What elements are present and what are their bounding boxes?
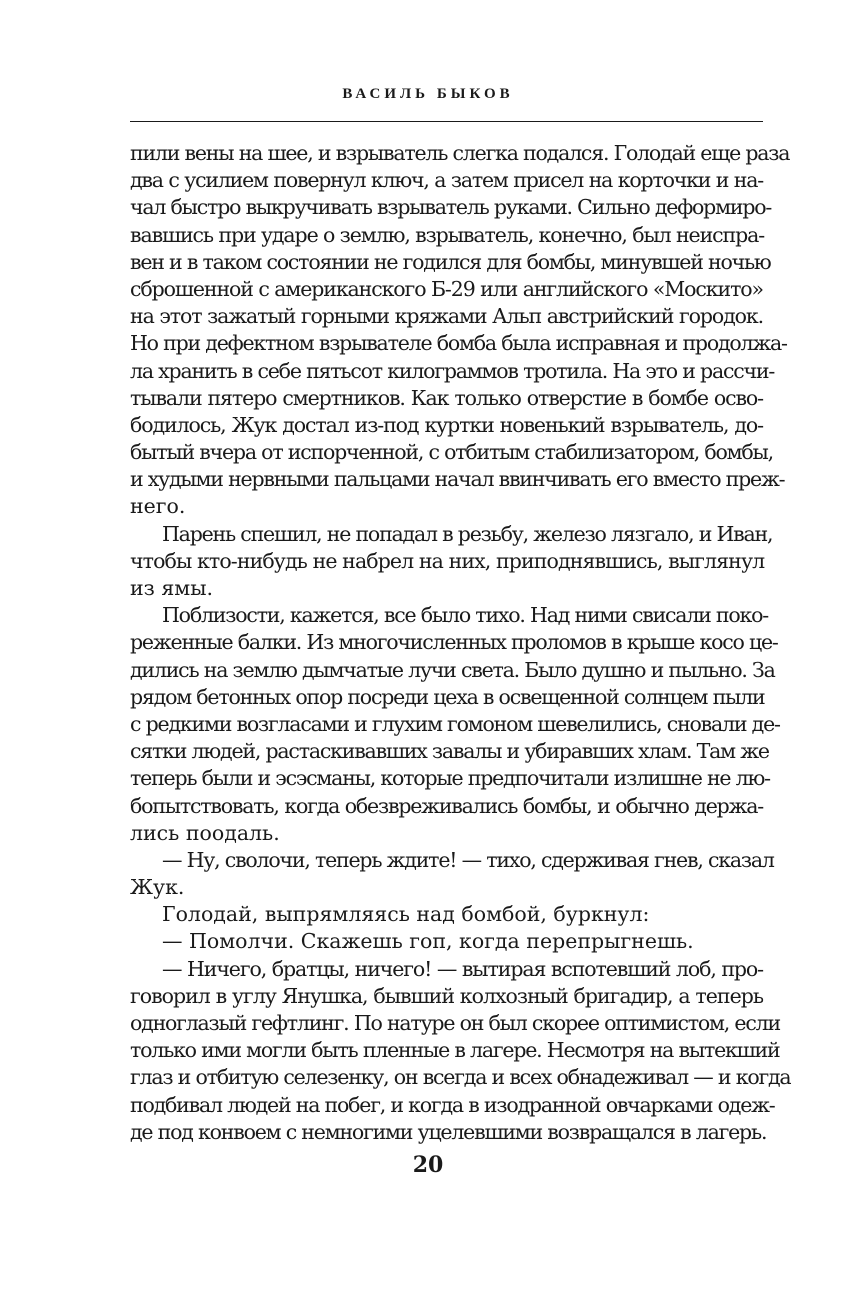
- text-line: Но при дефектном взрывателе бомба была исправная и продолжа-: [130, 331, 787, 356]
- text-line: сятки людей, растаскивавших завалы и убиравших хлам. Там же: [130, 739, 769, 764]
- text-line: вен и в таком состоянии не годился для бомбы, минувшей ночью: [130, 249, 771, 274]
- text-line: вавшись при ударе о землю, взрыватель, конечно, был неиспра-: [130, 222, 765, 247]
- text-line: одноглазый гефтлинг. По натуре он был скорее оптимистом, если: [130, 1011, 780, 1035]
- text-line: дились на землю дымчатые лучи света. Было душно и пыльно. За: [130, 657, 775, 682]
- text-line: — Помолчи. Скажешь гоп, когда перепрыгнешь.: [162, 929, 694, 954]
- text-line: два с усилием повернул ключ, а затем присел на корточки и на-: [130, 168, 763, 193]
- text-line: Жук.: [130, 875, 185, 900]
- text-line: — Ничего, братцы, ничего! — вытирая вспотевший лоб, про-: [162, 956, 763, 981]
- text-line: тывали пятеро смертников. Как только отверстие в бомбе осво-: [130, 385, 763, 410]
- text-line: говорил в углу Янушка, бывший колхозный бригадир, а теперь: [130, 983, 763, 1008]
- text-line: де под конвоем с немногими уцелевшими возвращался в лагерь.: [130, 1119, 767, 1144]
- text-line: пили вены на шее, и взрыватель слегка подался. Голодай еще раза: [130, 141, 790, 165]
- text-line: Голодай, выпрямляясь над бомбой, буркнул:: [162, 902, 650, 927]
- text-line: теперь были и эсэсманы, которые предпочитали излишне не лю-: [130, 766, 770, 791]
- body-text: [130, 140, 791, 1146]
- text-line: сброшенной с американского Б-29 или английского «Москито»: [130, 276, 763, 301]
- header-rule: [130, 121, 763, 122]
- text-line: из ямы.: [130, 576, 214, 600]
- text-line: — Ну, сволочи, теперь ждите! — тихо, сдерживая гнев, сказал: [162, 847, 774, 872]
- text-line: рядом бетонных опор посреди цеха в освещенной солнцем пыли: [130, 684, 765, 709]
- text-line: чтобы кто-нибудь не набрел на них, приподнявшись, выглянул: [130, 548, 765, 573]
- text-line: него.: [130, 494, 186, 519]
- text-line: и худыми нервными пальцами начал ввинчивать его вместо преж-: [130, 467, 785, 492]
- running-header: ВАСИЛЬ БЫКОВ: [342, 86, 514, 102]
- text-line: Парень спешил, не попадал в резьбу, железо лязгало, и Иван,: [162, 521, 773, 546]
- text-line: на этот зажатый горными кряжами Альп австрийский городок.: [130, 304, 763, 329]
- text-line: лись поодаль.: [130, 820, 280, 845]
- text-line: Поблизости, кажется, все было тихо. Над ними свисали поко-: [162, 603, 769, 628]
- text-line: только ими могли быть пленные в лагере. Несмотря на вытекший: [130, 1038, 780, 1063]
- text-line: реженные балки. Из многочисленных проломов в крыше косо це-: [130, 630, 778, 655]
- text-line: бопытствовать, когда обезвреживались бомбы, и обычно держа-: [130, 793, 763, 818]
- text-line: с редкими возгласами и глухим гомоном шевелились, сновали де-: [130, 711, 780, 736]
- text-line: глаз и отбитую селезенку, он всегда и всех обнадеживал — и когда: [130, 1065, 791, 1090]
- text-line: чал быстро выкручивать взрыватель руками. Сильно деформиро-: [130, 195, 772, 220]
- text-line: ла хранить в себе пятьсот килограммов тротила. На это и рассчи-: [130, 358, 775, 383]
- text-line: бодилось, Жук достал из-под куртки новенький взрыватель, до-: [130, 412, 763, 437]
- text-line: бытый вчера от испорченной, с отбитым стабилизатором, бомбы,: [130, 440, 773, 465]
- page-number: 20: [412, 1152, 444, 1178]
- text-line: подбивал людей на побег, и когда в изодранной овчарками одеж-: [130, 1092, 775, 1117]
